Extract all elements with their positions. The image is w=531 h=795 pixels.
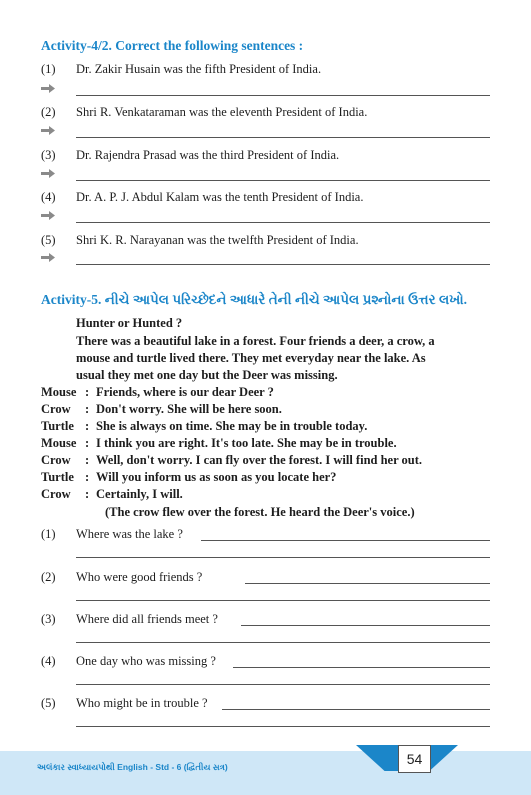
dialogue-colon: :	[85, 453, 90, 467]
paragraph-line: There was a beautiful lake in a forest. Four friends a deer, a crow, a	[76, 334, 435, 348]
dialogue-speaker: Mouse	[41, 436, 77, 450]
question-text: Where did all friends meet ?	[76, 612, 218, 626]
answer-line[interactable]	[76, 264, 490, 265]
dialogue-speaker: Crow	[41, 453, 71, 467]
dialogue-line: Certainly, I will.	[96, 487, 183, 501]
dialogue-colon: :	[85, 436, 90, 450]
dialogue-line: Don't worry. She will be here soon.	[96, 402, 282, 416]
question-text: Who might be in trouble ?	[76, 696, 208, 710]
answer-line[interactable]	[76, 684, 490, 685]
question-text: Who were good friends ?	[76, 570, 203, 584]
arrow-icon	[41, 169, 55, 178]
answer-line[interactable]	[76, 137, 490, 138]
answer-line[interactable]	[76, 557, 490, 558]
item-number: (3)	[41, 148, 56, 162]
question-number: (1)	[41, 527, 56, 541]
dialogue-colon: :	[85, 419, 90, 433]
item-number: (1)	[41, 62, 56, 76]
item-text: Dr. Zakir Husain was the fifth President of India.	[76, 62, 322, 76]
dialogue-line: Friends, where is our dear Deer ?	[96, 385, 274, 399]
arrow-icon	[41, 211, 55, 220]
question-number: (2)	[41, 570, 56, 584]
question-number: (3)	[41, 612, 56, 626]
activity-5-heading: Activity-5. નીચે આપેલ પરિચ્છેદને આધારે તેની નીચે આપેલ પ્રશ્નોના ઉત્તર લખો.	[41, 292, 468, 307]
answer-line[interactable]	[76, 95, 490, 96]
dialogue-line: I think you are right. It's too late. She may be in trouble.	[96, 436, 397, 450]
question-number: (4)	[41, 654, 56, 668]
dialogue-colon: :	[85, 385, 90, 399]
dialogue-colon: :	[85, 487, 90, 501]
item-text: Dr. A. P. J. Abdul Kalam was the tenth President of India.	[76, 190, 364, 204]
story-title: Hunter or Hunted ?	[76, 316, 183, 330]
dialogue-speaker: Turtle	[41, 419, 74, 433]
answer-line[interactable]	[76, 600, 490, 601]
answer-line[interactable]	[233, 667, 490, 668]
arrow-icon	[41, 126, 55, 135]
item-text: Shri K. R. Narayanan was the twelfth President of India.	[76, 233, 359, 247]
dialogue-colon: :	[85, 402, 90, 416]
dialogue-line: Will you inform us as soon as you locate her?	[96, 470, 337, 484]
answer-line[interactable]	[245, 583, 490, 584]
arrow-icon	[41, 253, 55, 262]
arrow-icon	[41, 84, 55, 93]
dialogue-line: She is always on time. She may be in trouble today.	[96, 419, 368, 433]
dialogue-speaker: Crow	[41, 402, 71, 416]
stage-note: (The crow flew over the forest. He heard the Deer's voice.)	[105, 505, 415, 519]
question-number: (5)	[41, 696, 56, 710]
paragraph-line: mouse and turtle lived there. They met everyday near the lake. As	[76, 351, 426, 365]
dialogue-colon: :	[85, 470, 90, 484]
item-number: (4)	[41, 190, 56, 204]
paragraph-line: usual they met one day but the Deer was missing.	[76, 368, 338, 382]
dialogue-speaker: Crow	[41, 487, 71, 501]
item-number: (2)	[41, 105, 56, 119]
answer-line[interactable]	[222, 709, 490, 710]
answer-line[interactable]	[201, 540, 490, 541]
answer-line[interactable]	[241, 625, 490, 626]
dialogue-line: Well, don't worry. I can fly over the forest. I will find her out.	[96, 453, 423, 467]
question-text: One day who was missing ?	[76, 654, 216, 668]
footer-band	[0, 751, 531, 795]
item-text: Shri R. Venkataraman was the eleventh President of India.	[76, 105, 368, 119]
answer-line[interactable]	[76, 180, 490, 181]
answer-line[interactable]	[76, 222, 490, 223]
footer-book-title: અલંકાર સ્વાધ્યાયપોથી English - Std - 6 (દ્વિતીય સત્ર)	[37, 762, 228, 772]
dialogue-speaker: Mouse	[41, 385, 77, 399]
page-number: 54	[398, 745, 431, 773]
activity-4-2-heading: Activity-4/2. Correct the following sentences :	[41, 38, 304, 53]
item-number: (5)	[41, 233, 56, 247]
item-text: Dr. Rajendra Prasad was the third President of India.	[76, 148, 340, 162]
dialogue-speaker: Turtle	[41, 470, 74, 484]
answer-line[interactable]	[76, 726, 490, 727]
question-text: Where was the lake ?	[76, 527, 183, 541]
answer-line[interactable]	[76, 642, 490, 643]
